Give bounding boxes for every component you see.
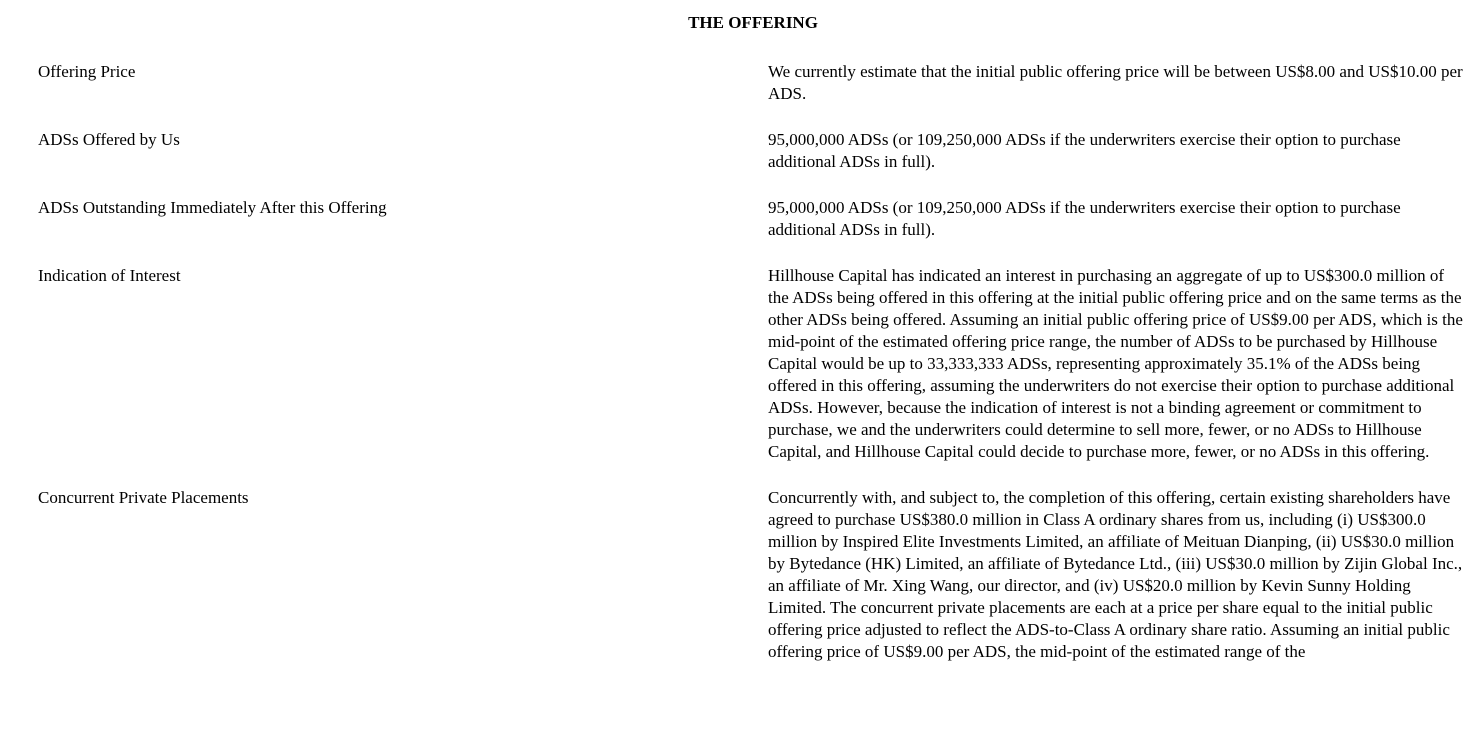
page-title: THE OFFERING <box>688 13 818 32</box>
table-row <box>38 129 1468 173</box>
table-row <box>38 197 1468 241</box>
table-row <box>38 265 1468 463</box>
term-label: Offering Price <box>38 62 136 81</box>
definition-text: 95,000,000 ADSs (or 109,250,000 ADSs if the underwriters exercise their option to purchase additional ADSs in full). <box>768 198 1401 239</box>
term-label: Indication of Interest <box>38 266 181 285</box>
definition-text: Concurrently with, and subject to, the completion of this offering, certain existing shareholders have agreed to purchase US$380.0 million in Class A ordinary shares from us, including (i) US$300.0 million by Inspired Elite Investments Limited, an affiliate of Meituan Dianping, (ii) US$30.0 million by Bytedance (HK) Limited, an affiliate of Bytedance Ltd., (iii) US$30.0 million by Zijin Global Inc., an affiliate of Mr. Xing Wang, our director, and (iv) US$20.0 million by Kevin Sunny Holding Limited. The concurrent private placements are each at a price per share equal to the initial public offering price adjusted to reflect the ADS-to-Class A ordinary share ratio. Assuming an initial public offering price of US$9.00 per ADS, the mid-point of the estimated range of the <box>768 488 1463 661</box>
offering-table <box>38 61 1468 663</box>
table-row <box>38 487 1468 663</box>
definition-text: 95,000,000 ADSs (or 109,250,000 ADSs if the underwriters exercise their option to purchase additional ADSs in full). <box>768 130 1401 171</box>
term-label: ADSs Offered by Us <box>38 130 180 149</box>
definition-text: Hillhouse Capital has indicated an interest in purchasing an aggregate of up to US$300.0 million of the ADSs being offered in this offering at the initial public offering price and on the same terms as the other ADSs being offered. Assuming an initial public offering price of US$9.00 per ADS, which is the mid-point of the estimated offering price range, the number of ADSs to be purchased by Hillhouse Capital would be up to 33,333,333 ADSs, representing approximately 35.1% of the ADSs being offered in this offering, assuming the underwriters do not exercise their option to purchase additional ADSs. However, because the indication of interest is not a binding agreement or commitment to purchase, we and the underwriters could determine to sell more, fewer, or no ADSs to Hillhouse Capital, and Hillhouse Capital could decide to purchase more, fewer, or no ADSs in this offering. <box>768 266 1463 461</box>
term-label: Concurrent Private Placements <box>38 488 249 507</box>
table-row <box>38 61 1468 105</box>
term-label: ADSs Outstanding Immediately After this Offering <box>38 198 387 217</box>
definition-text: We currently estimate that the initial public offering price will be between US$8.00 and US$10.00 per ADS. <box>768 62 1463 103</box>
